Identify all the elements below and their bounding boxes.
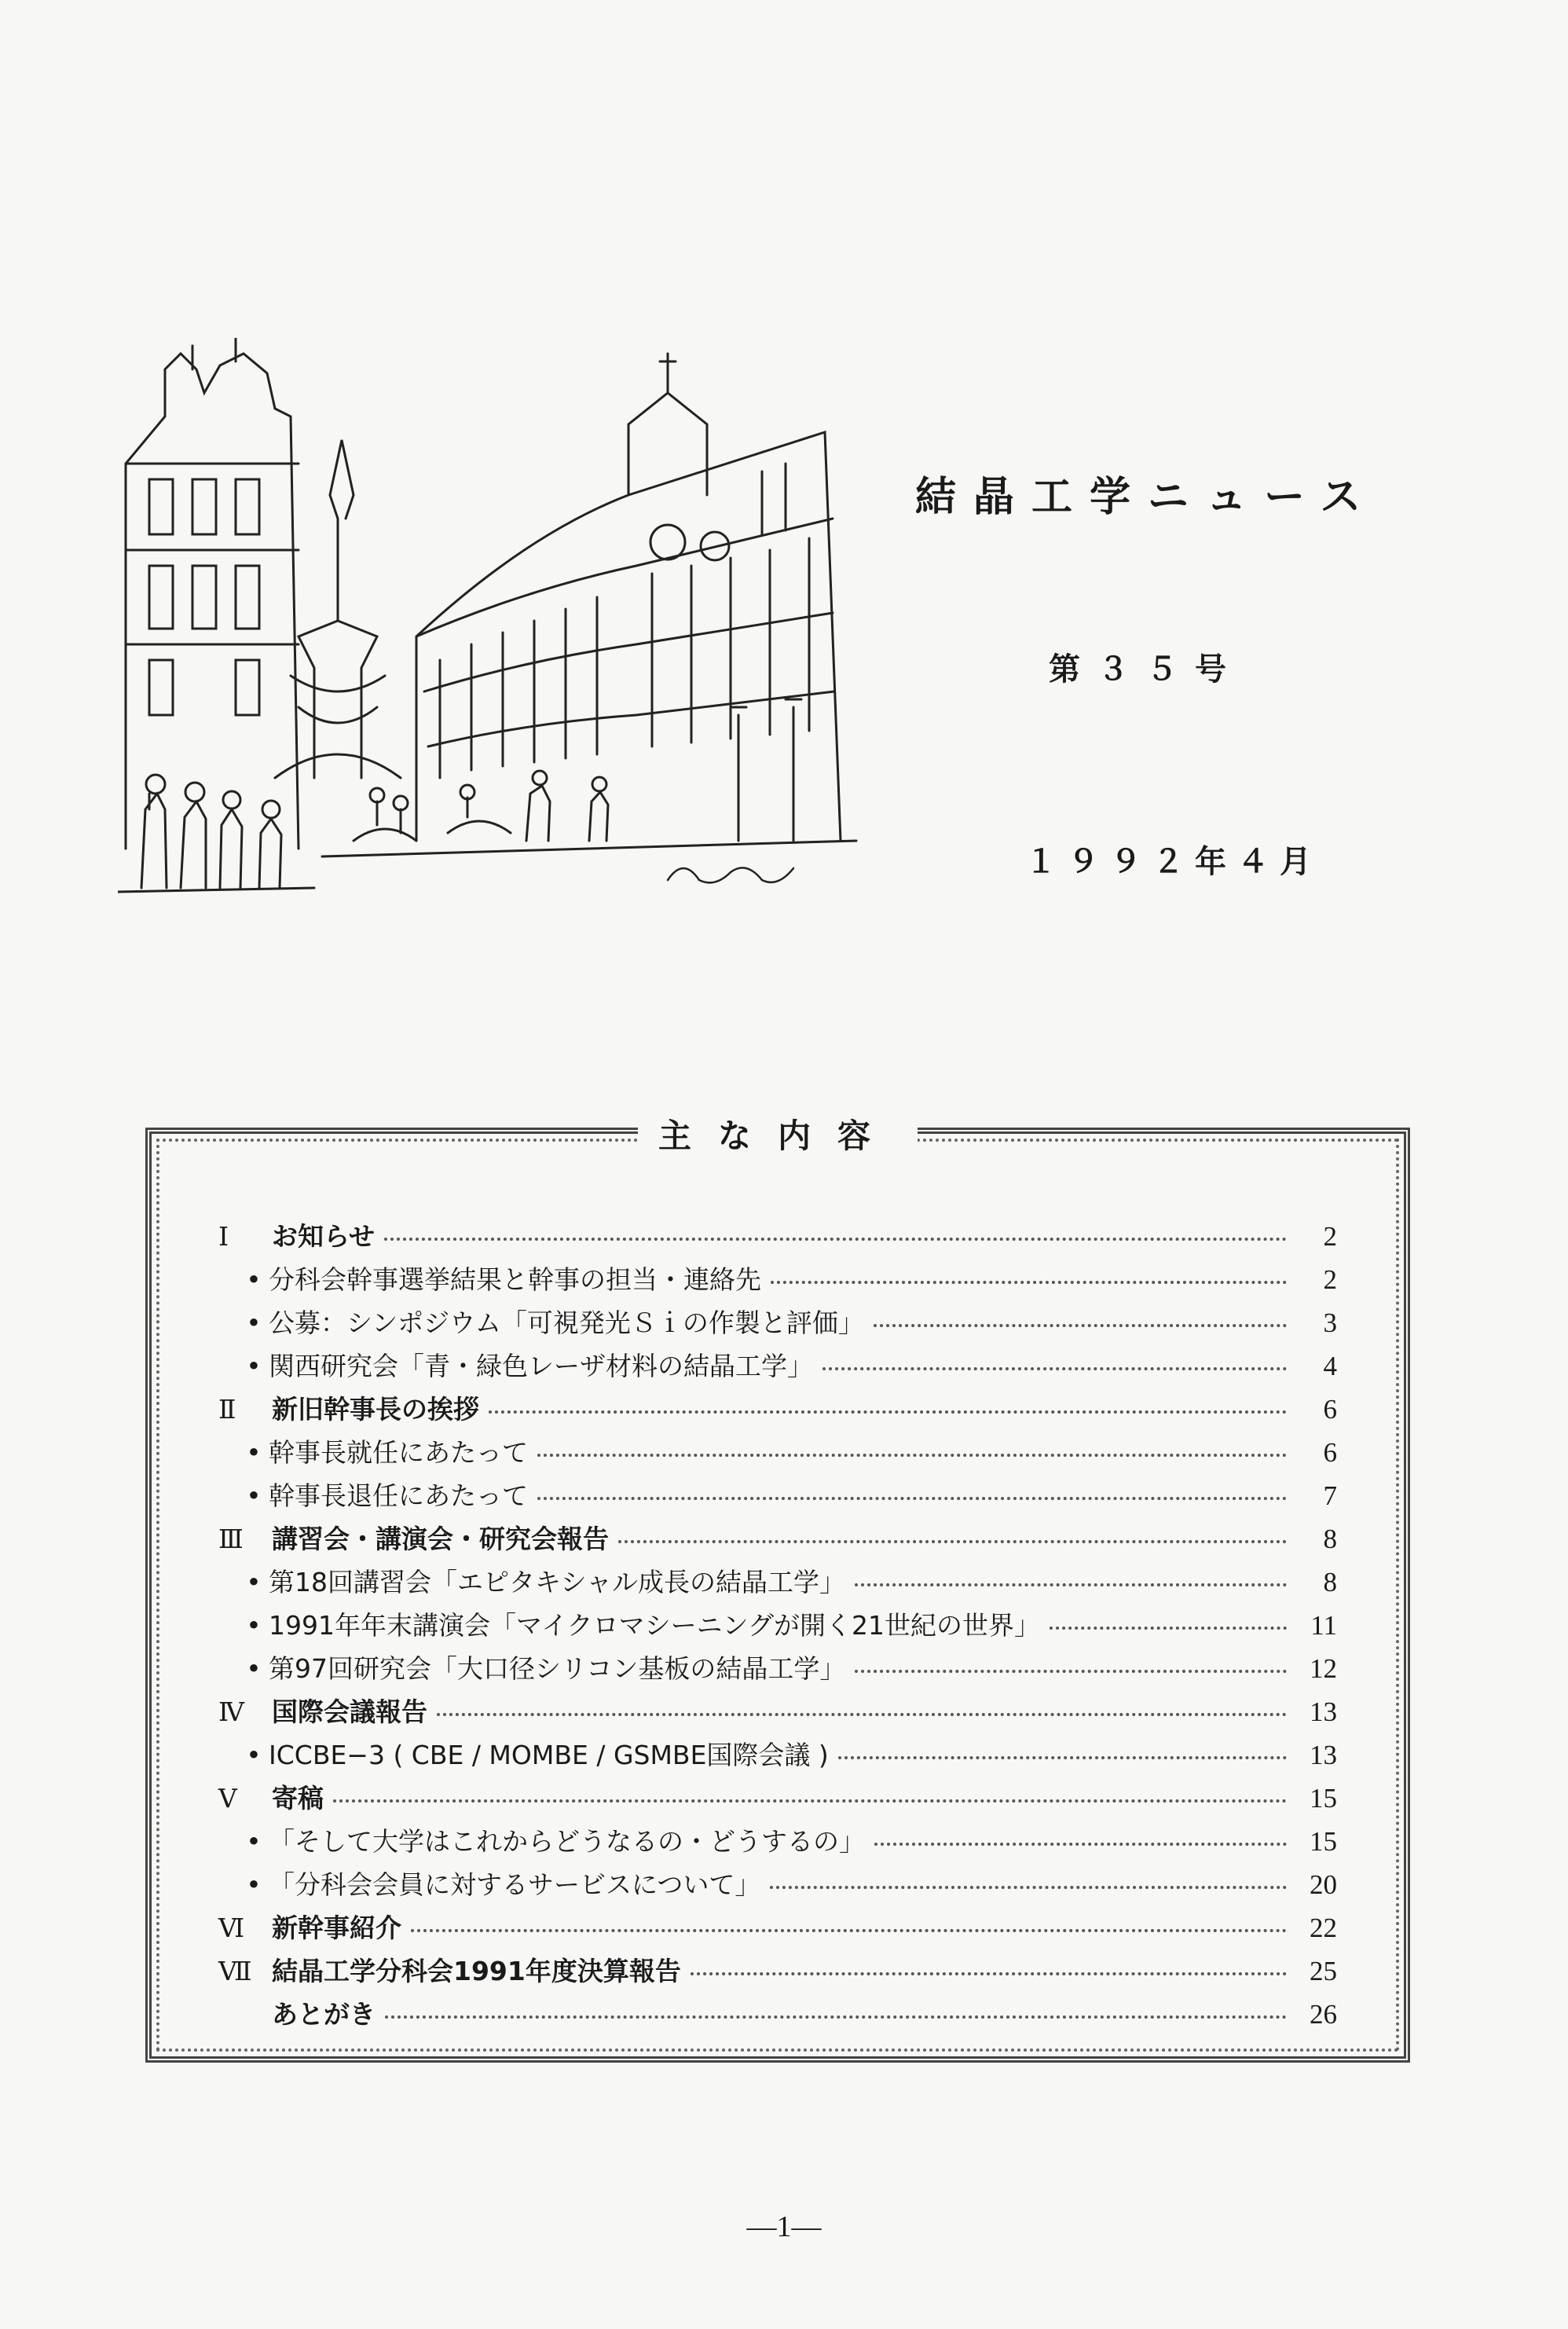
toc-entry [218,1260,1337,1303]
toc-entry-title: 幹事長退任にあたって [269,1480,528,1511]
toc-entry-title: 第97回研究会「大口径シリコン基板の結晶工学」 [269,1653,846,1684]
toc-page-number: 3 [1323,1308,1337,1338]
toc-page-number: 22 [1310,1913,1337,1943]
toc-page-number: 7 [1323,1480,1337,1511]
toc-entry [218,1735,1337,1778]
dot-leader [384,1238,1287,1241]
dot-leader [489,1410,1287,1414]
toc-section-number: Ⅰ [218,1221,229,1252]
toc-entry-title: 寄稿 [272,1783,324,1814]
dot-leader [385,2015,1287,2019]
dot-leader [691,1972,1287,1975]
dot-leader [874,1843,1287,1846]
toc-page-number: 2 [1323,1221,1337,1252]
dot-leader [838,1756,1287,1759]
dot-leader [771,1281,1287,1284]
dot-leader [618,1540,1287,1543]
dot-leader [874,1324,1287,1327]
toc-entry-title: あとがき [272,1999,376,2030]
cover-illustration [118,338,864,904]
publication-title: 結晶工学ニュース [915,474,1379,521]
toc-section-number: Ⅳ [218,1696,244,1727]
bullet-icon: • [246,1826,262,1857]
toc-page-number: 15 [1310,1783,1337,1814]
toc-section-number: Ⅴ [218,1783,237,1814]
toc-entry-title: 公募：シンポジウム「可視発光Ｓｉの作製と評価」 [269,1308,864,1338]
toc-entry-title: 幹事長就任にあたって [269,1437,528,1468]
bullet-icon: • [246,1610,262,1641]
toc-page-number: 13 [1310,1740,1337,1770]
toc-entry [218,1821,1337,1865]
dot-leader [855,1670,1287,1673]
toc-page-number: 6 [1323,1437,1337,1468]
toc-page-number: 6 [1323,1394,1337,1425]
toc-entry [218,1432,1337,1476]
dot-leader [855,1583,1287,1586]
toc-entry-title: 「分科会会員に対するサービスについて」 [269,1869,761,1900]
toc-entry [218,1951,1337,1994]
bullet-icon: • [246,1653,262,1684]
toc-page-number: 26 [1310,1999,1337,2030]
toc-section-number: Ⅶ [218,1956,252,1986]
toc-page-number: 4 [1323,1351,1337,1381]
toc-page-number: 20 [1310,1869,1337,1900]
toc-entry-title: 1991年年末講演会「マイクロマシーニングが開く21世紀の世界」 [269,1610,1040,1641]
bullet-icon: • [246,1264,262,1295]
toc-entry [218,1692,1337,1735]
table-of-contents [145,1117,1410,2063]
toc-entry [218,1389,1337,1432]
toc-entry [218,1519,1337,1562]
dot-leader [333,1799,1287,1803]
dot-leader [770,1886,1287,1889]
toc-page-number: 25 [1310,1956,1337,1986]
toc-section-number: Ⅱ [218,1394,236,1425]
toc-entry [218,1778,1337,1821]
toc-entry [218,1216,1337,1260]
toc-entry-title: お知らせ [272,1221,376,1252]
issue-number: 第３５号 [1049,651,1244,688]
dot-leader [822,1367,1287,1370]
dot-leader [411,1929,1287,1932]
toc-entry [218,1649,1337,1692]
dot-leader [537,1454,1287,1457]
toc-page-number: 15 [1310,1826,1337,1857]
toc-page-number: 8 [1323,1524,1337,1554]
toc-entry-title: 第18回講習会「エピタキシャル成長の結晶工学」 [269,1567,846,1597]
toc-section-number: Ⅵ [218,1913,245,1943]
toc-entry-title: 新幹事紹介 [272,1913,401,1943]
dot-leader [537,1497,1287,1500]
toc-entry-title: 関西研究会「青・緑色レーザ材料の結晶工学」 [269,1351,813,1381]
bullet-icon: • [246,1567,262,1597]
toc-page-number: 11 [1310,1610,1337,1641]
toc-page-number: 12 [1310,1653,1337,1684]
toc-entry-title: 分科会幹事選挙結果と幹事の担当・連絡先 [269,1264,761,1295]
dot-leader [1050,1627,1287,1630]
publication-date: １９９２年４月 [1025,844,1322,880]
bullet-icon: • [246,1351,262,1381]
toc-page-number: 8 [1323,1567,1337,1597]
toc-entry-title: 国際会議報告 [272,1696,427,1727]
toc-entry [218,1303,1337,1346]
bullet-icon: • [246,1740,262,1770]
toc-entry [218,1605,1337,1649]
toc-section-number: Ⅲ [218,1524,244,1554]
street-scene-sketch [118,338,864,904]
toc-heading: 主な内容 [638,1110,918,1157]
toc-page-number: 13 [1310,1696,1337,1727]
toc-entry-title: 講習会・講演会・研究会報告 [272,1524,609,1554]
toc-entry-title: ICCBE−3 ( CBE / MOMBE / GSMBE国際会議 ) [269,1740,829,1770]
toc-entry [218,1346,1337,1389]
dot-leader [437,1713,1287,1716]
toc-page-number: 2 [1323,1264,1337,1295]
toc-entry [218,1476,1337,1519]
bullet-icon: • [246,1869,262,1900]
toc-entry-title: 「そして大学はこれからどうなるの・どうするの」 [269,1826,865,1857]
toc-entry [218,1994,1337,2037]
bullet-icon: • [246,1480,262,1511]
toc-entry [218,1908,1337,1951]
toc-entry-title: 結晶工学分科会1991年度決算報告 [272,1956,681,1986]
toc-entry-title: 新旧幹事長の挨拶 [272,1394,479,1425]
page-number: —1— [746,2210,822,2243]
bullet-icon: • [246,1437,262,1468]
toc-list [218,1216,1337,2037]
toc-entry [218,1562,1337,1605]
toc-entry [218,1865,1337,1908]
bullet-icon: • [246,1308,262,1338]
